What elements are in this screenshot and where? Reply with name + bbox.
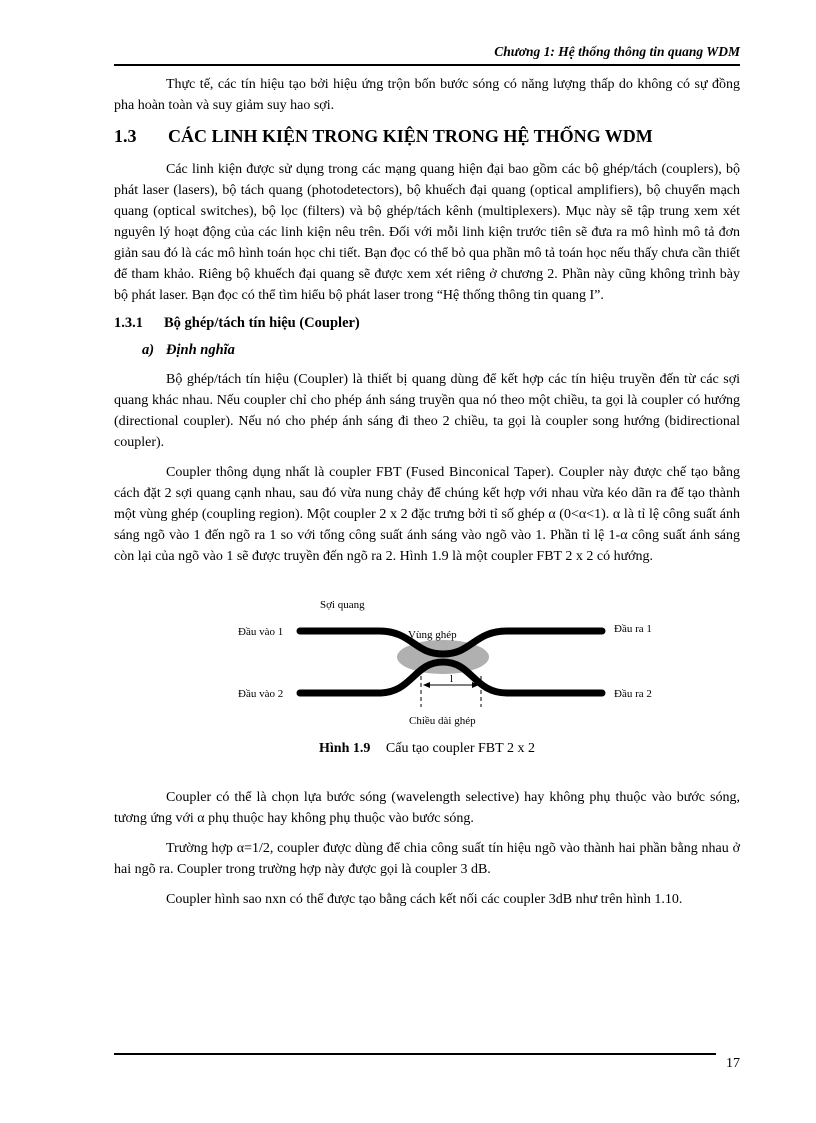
section-paragraph: Các linh kiện được sử dụng trong các mạng quang hiện đại bao gồm các bộ ghép/tách (couplers), bộ phát laser (lasers), bộ tách quang (photodetectors), bộ khuếch đại quang (optical amplifiers), bộ chuyển mạch quang (optical switches), bộ lọc (filters) và bộ ghép/tách kênh (multiplexers). Mục này sẽ tập trung xem xét nguyên lý hoạt động của các linh kiện nêu trên. Đối với mỗi linh kiện trước tiên sẽ đưa ra mô hình mô tả đơn giản sau đó là các mô hình toán học chi tiết. Bạn đọc có thể bỏ qua phần mô tả toán học nếu thấy chưa cần thiết để tham khảo. Riêng bộ khuếch đại quang sẽ được xem xét riêng ở chương 2. Phần này cũng không trình bày bộ phát laser. Bạn đọc có thể tìm hiểu bộ phát laser trong “Hệ thống thông tin quang I”. xyxy=(114,162,740,303)
caption-label: Hình 1.9 xyxy=(319,741,371,756)
3db-paragraph: Trường hợp α=1/2, coupler được dùng để chia công suất tín hiệu ngõ vào thành hai phần bằng nhau ở hai ngõ ra. Coupler trong trường hợp này được gọi là coupler 3 dB. xyxy=(114,841,740,877)
footer-rule xyxy=(114,1053,716,1055)
output1-label: Đầu ra 1 xyxy=(614,623,652,635)
subsection-title: Bộ ghép/tách tín hiệu (Coupler) xyxy=(164,315,360,331)
fiber-label: Sợi quang xyxy=(320,599,365,611)
definition-paragraph: Bộ ghép/tách tín hiệu (Coupler) là thiết bị quang dùng để kết hợp các tín hiệu truyền đến từ các sợi quang khác nhau. Nếu coupler chỉ cho phép ánh sáng truyền qua nó theo một chiều, ta gọi là coupler có hướng (directional coupler). Nếu nó cho phép ánh sáng đi theo 2 chiều, ta gọi là coupler song hướng (bidirectional coupler). xyxy=(114,372,740,450)
figure-caption xyxy=(114,741,740,757)
coupling-length-label: Chiều dài ghép xyxy=(409,715,476,727)
header-rule xyxy=(114,64,740,66)
page-content xyxy=(114,74,740,919)
page-header: Chương 1: Hệ thống thông tin quang WDM xyxy=(494,44,740,59)
section-number: 1.3 xyxy=(114,126,137,146)
coupler-diagram xyxy=(114,581,740,731)
input1-label: Đầu vào 1 xyxy=(238,626,284,638)
subsubsection-number: a) xyxy=(142,342,155,358)
length-symbol: l xyxy=(450,673,454,685)
coupler-figure xyxy=(114,581,740,731)
wavelength-paragraph: Coupler có thể là chọn lựa bước sóng (wavelength selective) hay không phụ thuộc vào bước sóng, tương ứng với α phụ thuộc hay không phụ thuộc vào bước sóng. xyxy=(114,790,740,826)
section-title: CÁC LINH KIỆN TRONG KIỆN TRONG HỆ THỐNG WDM xyxy=(168,126,653,146)
fbt-paragraph: Coupler thông dụng nhất là coupler FBT (Fused Binconical Taper). Coupler này được chế tạo bằng cách đặt 2 sợi quang cạnh nhau, sau đó vừa nung chảy để chúng kết hợp với nhau vừa kéo dãn ra để tạo thành một vùng ghép (coupling region). Một coupler 2 x 2 đặc trưng bởi tỉ số ghép α (0<α<1). α là tỉ lệ công suất ánh sáng ngõ vào 1 đến ngõ ra 1 so với tổng công suất ánh sáng vào ngõ vào 1. Phần tỉ lệ 1-α công suất ánh sáng còn lại của ngõ vào 1 sẽ được truyền đến ngõ ra 2. Hình 1.9 là một coupler FBT 2 x 2 có hướng. xyxy=(114,465,740,564)
subsection-heading xyxy=(114,315,740,332)
subsubsection-title: Định nghĩa xyxy=(166,342,235,358)
intro-paragraph: Thực tế, các tín hiệu tạo bởi hiệu ứng trộn bốn bước sóng có năng lượng thấp do không có sự đồng pha hoàn toàn và suy giảm suy hao sợi. xyxy=(114,77,740,113)
subsubsection-heading xyxy=(142,342,740,359)
subsection-number: 1.3.1 xyxy=(114,315,143,331)
input2-label: Đầu vào 2 xyxy=(238,688,284,700)
page-number: 17 xyxy=(726,1056,740,1071)
star-coupler-paragraph: Coupler hình sao nxn có thể được tạo bằng cách kết nối các coupler 3dB như trên hình 1.10. xyxy=(166,892,683,907)
output2-label: Đầu ra 2 xyxy=(614,688,652,700)
length-arrow-head-left xyxy=(423,682,430,688)
caption-text: Cấu tạo coupler FBT 2 x 2 xyxy=(385,741,535,756)
coupling-region-label: Vùng ghép xyxy=(408,629,457,641)
section-heading xyxy=(114,126,740,147)
